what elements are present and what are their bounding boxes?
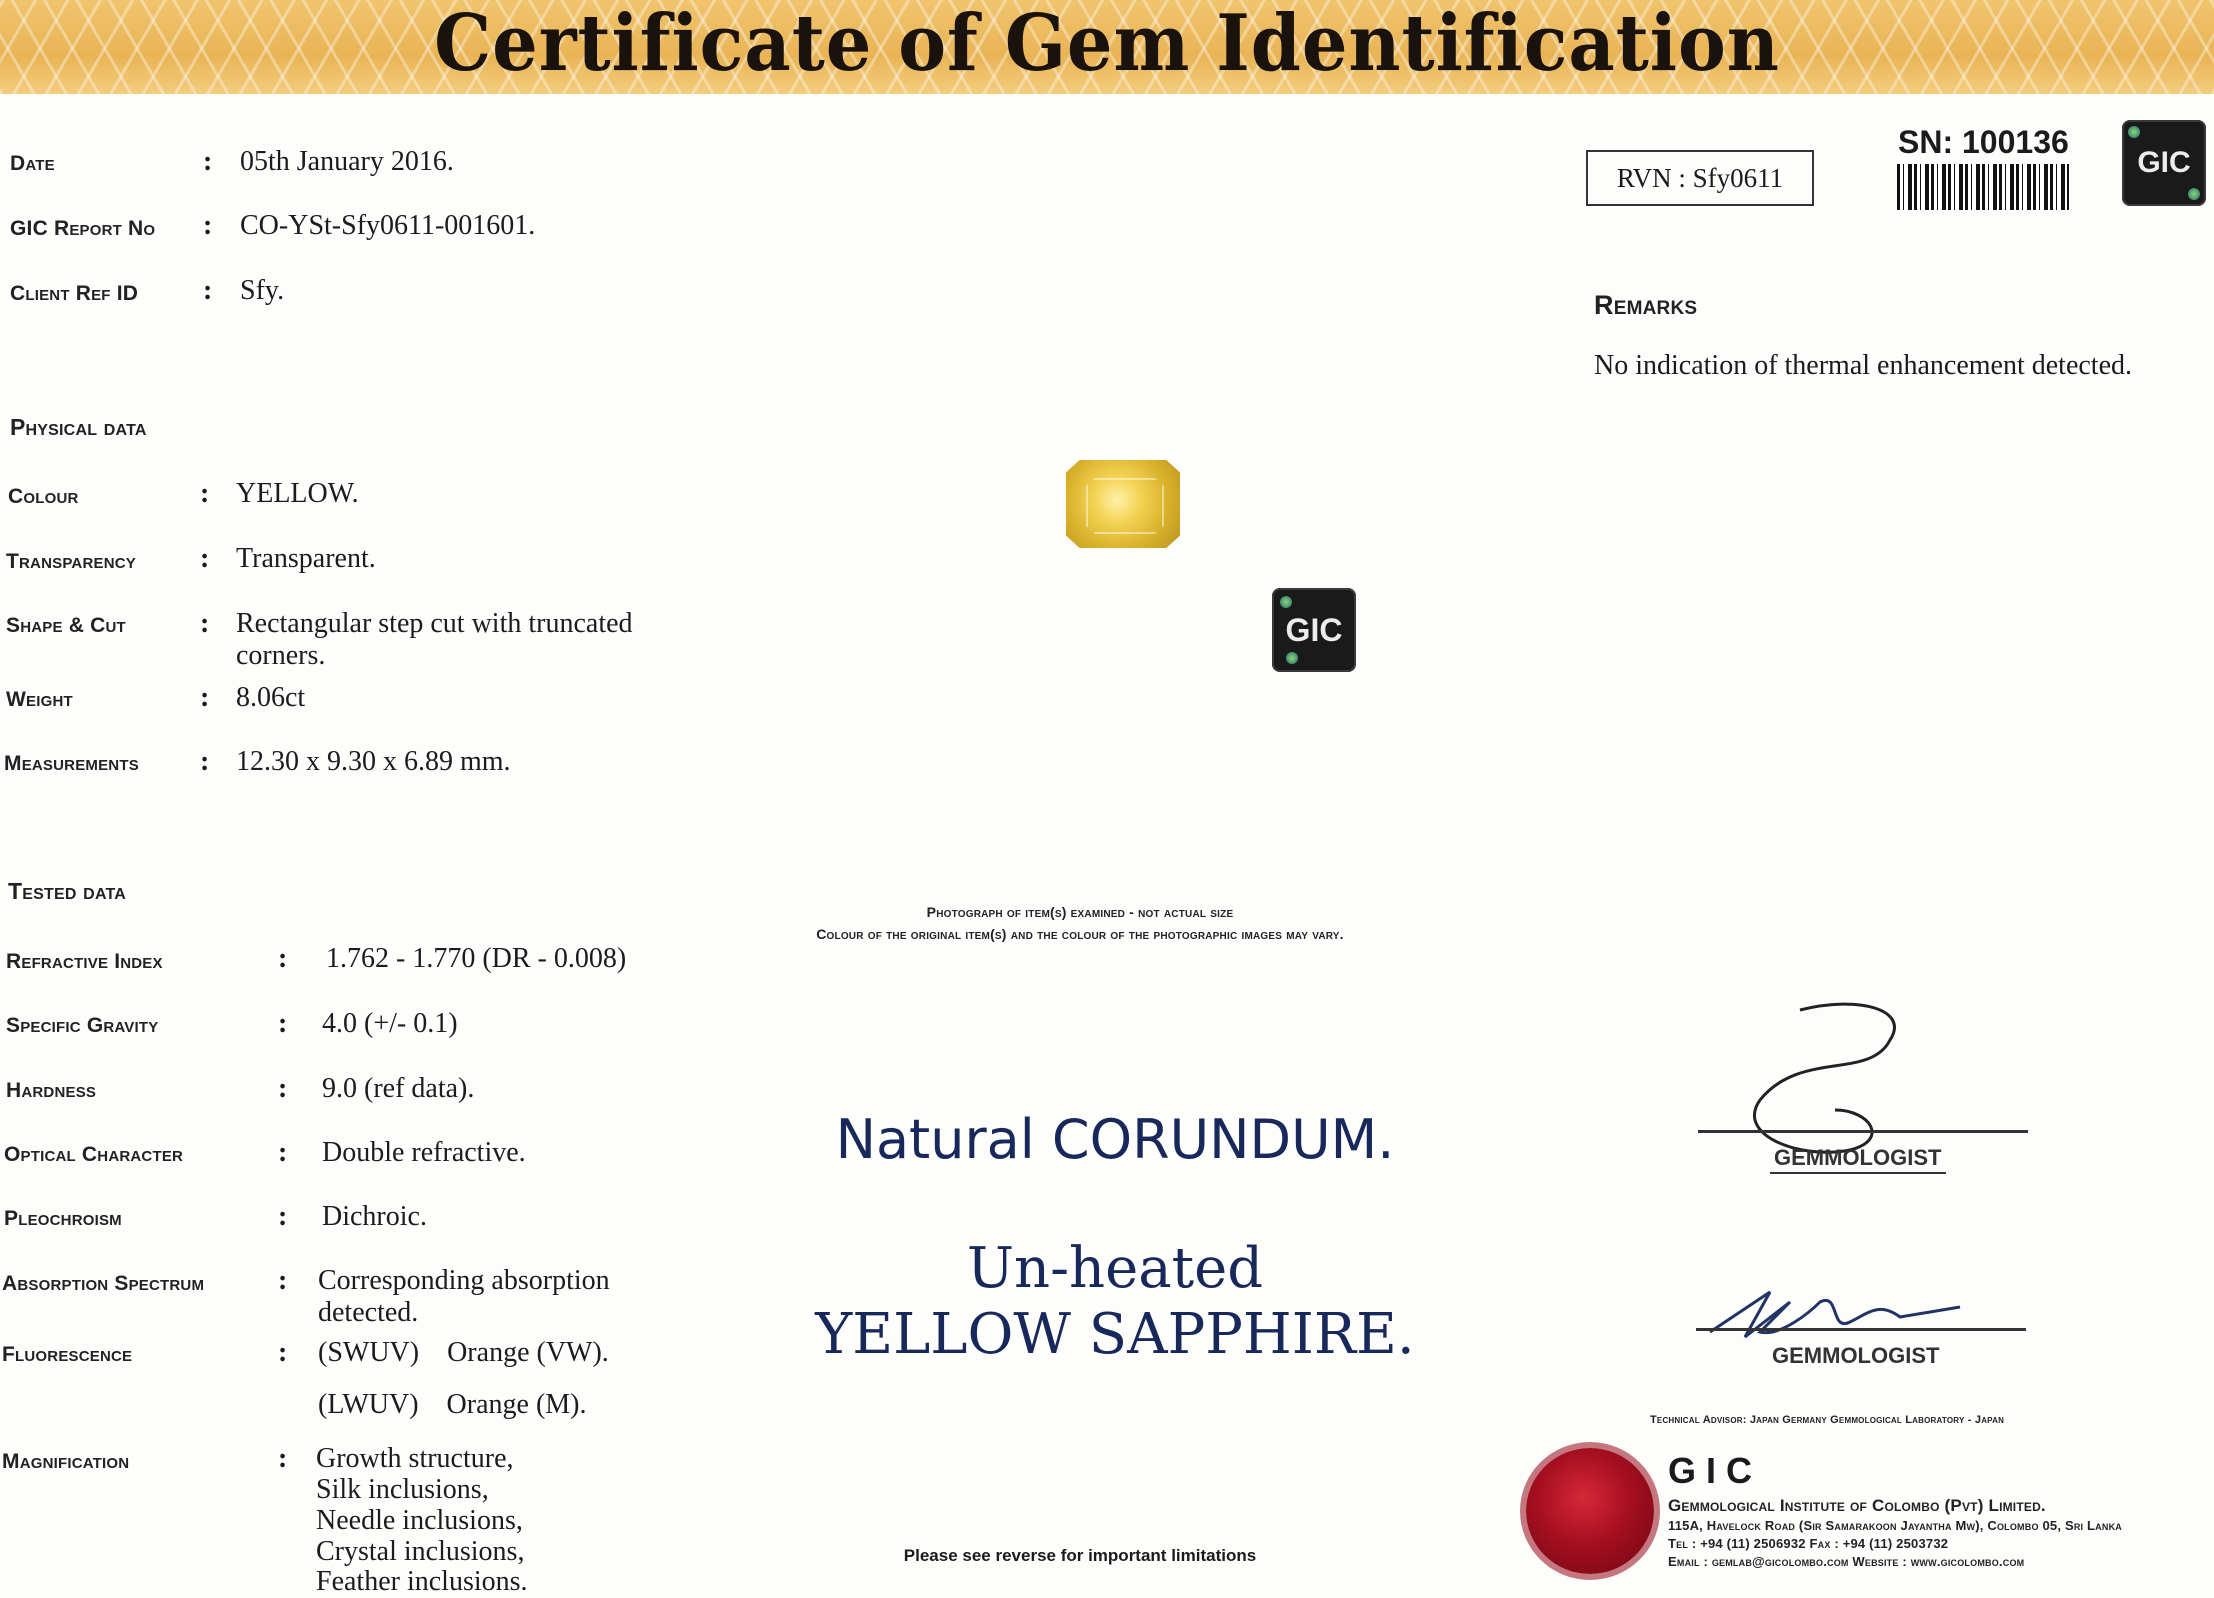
measurements-label: Measurements: [4, 752, 139, 775]
hologram-dot-icon: [1286, 652, 1298, 664]
reverse-note: Please see reverse for important limitations: [903, 1546, 1257, 1565]
colon: :: [200, 478, 210, 509]
wax-seal: [1526, 1448, 1654, 1574]
barcode: [1897, 164, 2069, 210]
magnification-line: Feather inclusions.: [316, 1566, 528, 1597]
specific-gravity-label: Specific Gravity: [6, 1014, 159, 1037]
pleochroism-value: Dichroic.: [322, 1201, 427, 1232]
colour-value: YELLOW.: [236, 478, 359, 509]
gic-brand: GIC: [1668, 1450, 1763, 1491]
specific-gravity-value: 4.0 (+/- 0.1): [322, 1008, 458, 1039]
optical-character-label: Optical Character: [4, 1143, 184, 1166]
hologram-dot-icon: [1280, 596, 1292, 608]
date-label: Date: [10, 152, 55, 175]
colon: :: [200, 682, 210, 713]
gic-hologram-badge: [1272, 588, 1356, 672]
pleochroism-label: Pleochroism: [4, 1207, 122, 1230]
colon: :: [203, 146, 213, 177]
hardness-value: 9.0 (ref data).: [322, 1073, 475, 1104]
measurements-value: 12.30 x 9.30 x 6.89 mm.: [236, 746, 511, 777]
rvn-box: RVN : Sfy0611: [1586, 150, 1814, 206]
gic-hologram-text: GIC: [1285, 612, 1343, 648]
transparency-value: Transparent.: [236, 543, 376, 574]
absorption-spectrum-value: Corresponding absorption: [318, 1265, 610, 1296]
hardness-label: Hardness: [6, 1079, 97, 1102]
report-no-value: CO-YSt-Sfy0611-001601.: [240, 210, 536, 241]
refractive-index-label: Refractive Index: [6, 950, 163, 973]
colon: :: [200, 746, 210, 777]
colour-label: Colour: [8, 485, 79, 508]
shape-cut-label: Shape & Cut: [6, 614, 126, 637]
shape-cut-value: Rectangular step cut with truncated: [236, 608, 633, 639]
colon: :: [278, 1008, 288, 1039]
colon: :: [278, 1137, 288, 1168]
absorption-spectrum-value-cont: detected.: [318, 1297, 419, 1328]
colon: :: [278, 1337, 288, 1368]
hologram-dot-icon: [2188, 188, 2200, 200]
photo-note: Photograph of item(s) examined - not actual size: [926, 904, 1234, 920]
underline: [1770, 1172, 1946, 1174]
client-ref-label: Client Ref ID: [10, 282, 139, 305]
magnification-line: Needle inclusions,: [316, 1505, 523, 1536]
technical-advisor-note: Technical Advisor: Japan Germany Gemmological Laboratory - Japan: [1650, 1414, 2005, 1426]
institute-address: 115A, Havelock Road (Sir Samarakoon Jayantha Mw), Colombo 05, Sri Lanka: [1668, 1518, 2122, 1533]
magnification-line: Silk inclusions,: [316, 1474, 489, 1505]
weight-value: 8.06ct: [236, 682, 306, 713]
physical-data-heading: Physical data: [10, 414, 147, 440]
signature-line: [1698, 1130, 2028, 1133]
colon: :: [203, 275, 213, 306]
remarks-text: No indication of thermal enhancement detected.: [1594, 350, 2133, 381]
colon: :: [278, 1201, 288, 1232]
magnification-line: Crystal inclusions,: [316, 1536, 525, 1567]
report-no-label: GIC Report No: [10, 217, 156, 240]
colon: :: [278, 1265, 288, 1296]
treatment-status: Un-heated: [966, 1236, 1264, 1301]
certificate-title: Certificate of Gem Identification: [434, 0, 1780, 89]
fluorescence-label: Fluorescence: [2, 1343, 133, 1366]
date-value: 05th January 2016.: [240, 146, 454, 177]
tested-data-heading: Tested data: [8, 878, 127, 904]
gem-facet: [1086, 478, 1164, 534]
photo-colour-note: Colour of the original item(s) and the colour of the photographic images may vary.: [816, 926, 1344, 942]
header-banner: [0, 0, 2214, 94]
colon: :: [203, 210, 213, 241]
fluorescence-lwuv-value: (LWUV) Orange (M).: [318, 1389, 587, 1420]
magnification-line: Growth structure,: [316, 1443, 514, 1474]
variety-name: YELLOW SAPPHIRE.: [815, 1302, 1415, 1367]
client-ref-value: Sfy.: [240, 275, 285, 306]
shape-cut-value-cont: corners.: [236, 640, 326, 671]
serial-number: SN: 100136: [1898, 124, 2069, 160]
gemmologist-label-1: GEMMOLOGIST: [1774, 1145, 1942, 1170]
hologram-dot-icon: [2128, 126, 2140, 138]
magnification-label: Magnification: [2, 1450, 130, 1473]
species-name: Natural CORUNDUM.: [835, 1108, 1395, 1171]
gemmologist-label-2: GEMMOLOGIST: [1772, 1343, 1940, 1368]
weight-label: Weight: [6, 688, 73, 711]
absorption-spectrum-label: Absorption Spectrum: [2, 1272, 205, 1295]
gic-logo-badge: [2122, 120, 2206, 206]
colon: :: [278, 1073, 288, 1104]
colon: :: [200, 608, 210, 639]
gic-logo-text: GIC: [2137, 146, 2191, 179]
colon: :: [278, 943, 288, 974]
institute-email-web: Email : gemlab@gicolombo.com Website : www.gicolombo.com: [1668, 1554, 2025, 1569]
optical-character-value: Double refractive.: [322, 1137, 526, 1168]
remarks-heading: Remarks: [1594, 290, 1698, 320]
signature-line: [1696, 1328, 2026, 1331]
fluorescence-swuv-value: (SWUV) Orange (VW).: [318, 1337, 609, 1368]
refractive-index-value: 1.762 - 1.770 (DR - 0.008): [326, 943, 627, 974]
transparency-label: Transparency: [6, 550, 136, 573]
colon: :: [200, 543, 210, 574]
institute-name: Gemmological Institute of Colombo (Pvt) Limited.: [1668, 1496, 2046, 1515]
institute-tel-fax: Tel : +94 (11) 2506932 Fax : +94 (11) 2503732: [1668, 1536, 1949, 1551]
colon: :: [278, 1443, 288, 1474]
